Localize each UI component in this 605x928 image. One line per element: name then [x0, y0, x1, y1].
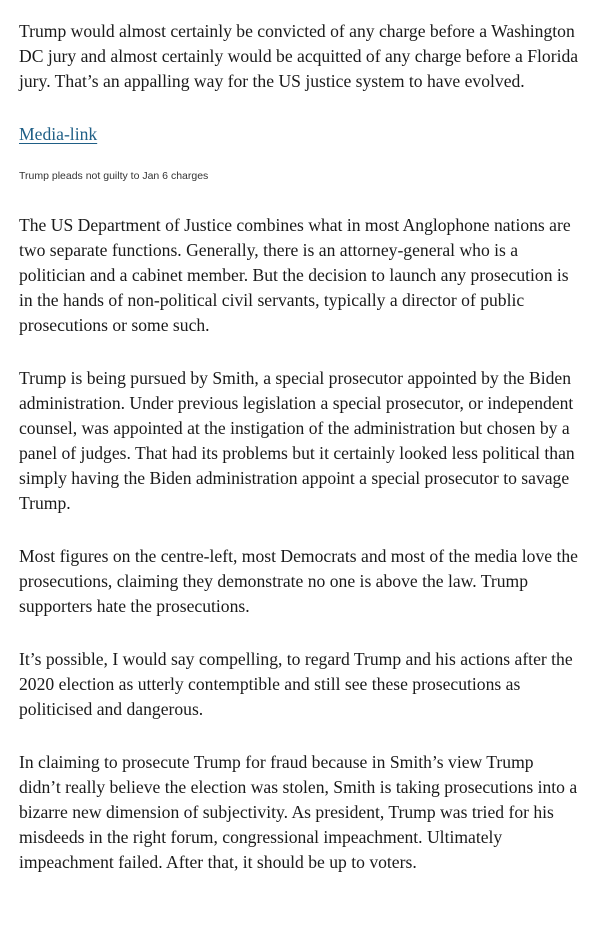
article-paragraph: It’s possible, I would say compelling, to regard Trump and his actions after the 2020 election as utterly contemptible and still see these prosecutions as politicised and dangerous.	[19, 649, 573, 719]
article-paragraph: Most figures on the centre-left, most Democrats and most of the media love the prosecutions, claiming they demonstrate no one is above the law. Trump supporters hate the prosecutions.	[19, 546, 578, 616]
article-paragraph: In claiming to prosecute Trump for fraud because in Smith’s view Trump didn’t really believe the election was stolen, Smith is taking prosecutions into a bizarre new dimension of subjectivity. As president, Trump was tried for his misdeeds in the right forum, congressional impeachment. Ultimately impeachment failed. After that, it should be up to voters.	[19, 752, 578, 872]
media-link[interactable]: Media-link	[19, 124, 98, 144]
article-paragraph: Trump would almost certainly be convicted of any charge before a Washington DC jury and almost certainly would be acquitted of any charge before a Florida jury. That’s an appalling way for the US justice system to have evolved.	[19, 21, 579, 91]
article-paragraph: Trump is being pursued by Smith, a special prosecutor appointed by the Biden administration. Under previous legislation a special prosecutor, or independent counsel, was appointed at the instigation of the administration but chosen by a panel of judges. That had its problems but it certainly looked less political than simply having the Biden administration appoint a special prosecutor to savage Trump.	[19, 368, 575, 513]
article-paragraph: The US Department of Justice combines what in most Anglophone nations are two separate functions. Generally, there is an attorney-general who is a politician and a cabinet member. But the decision to launch any prosecution is in the hands of non-political civil servants, typically a director of public prosecutions or some such.	[19, 215, 571, 335]
article-body	[19, 19, 579, 903]
media-embed	[19, 122, 579, 183]
media-caption: Trump pleads not guilty to Jan 6 charges	[19, 170, 209, 182]
